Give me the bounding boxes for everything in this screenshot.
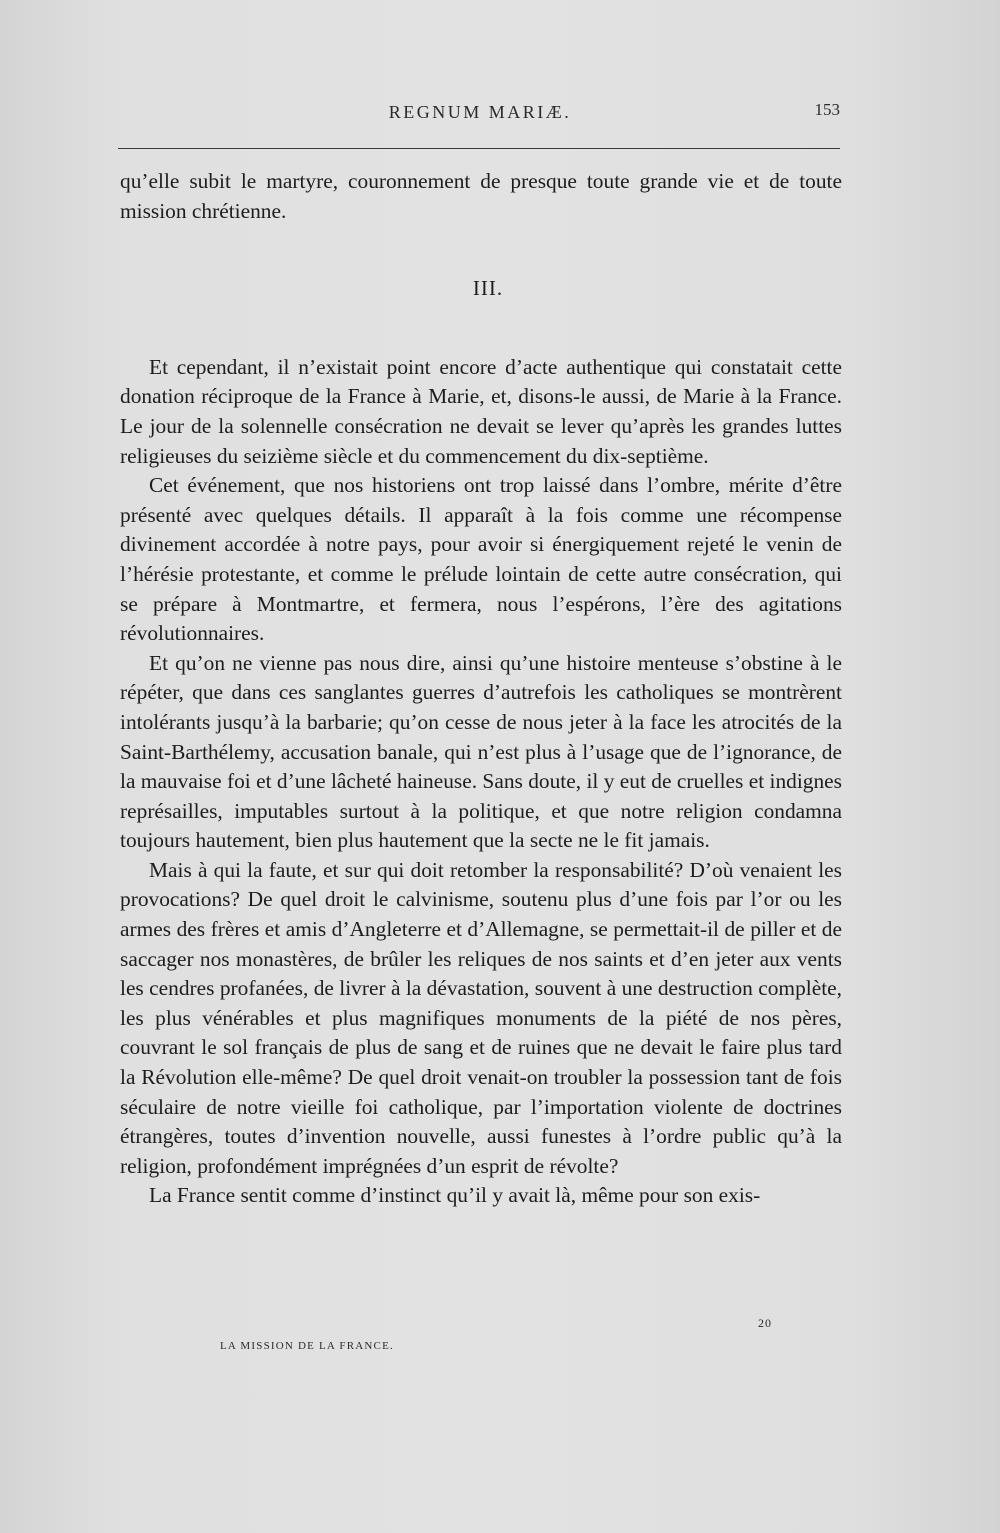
paragraph-4: Mais à qui la faute, et sur qui doit retomber la responsabilité? D’où venaient les provocations? De quel droit le calvinisme, soutenu plus d’une fois par l’or ou les armes des frères et amis d’Angleterre et d’Allemagne, se permettait-il de piller et de saccager nos monastères, de brûler les reliques de nos saints et d’en jeter aux vents les cendres profanées, de livrer à la dévastation, souvent à une destruction complète, les plus vénérables et plus magnifiques monuments de la piété de nos pères, couvrant le sol français de plus de sang et de ruines que ne devait le faire plus tard la Révolution elle-même? De quel droit venait-on troubler la possession tant de fois séculaire de notre vieille foi catholique, par l’importation violente de doctrines étrangères, toutes d’invention nouvelle, aussi funestes à l’ordre public qu’à la religion, profondément imprégnées d’un esprit de révolte? [120,857,842,1178]
paragraph-5: La France sentit comme d’instinct qu’il y avait là, même pour son exis- [149,1183,761,1208]
carryover-paragraph: qu’elle subit le martyre, couronnement de presque toute grande vie et de toute mission chrétienne. [120,169,842,223]
body-text [120,167,842,1211]
paragraph-1: Et cependant, il n’existait point encore d’acte authentique qui constatait cette donation réciproque de la France à Marie, et, disons-le aussi, de Marie à la France. Le jour de la solennelle consécration ne devait se lever qu’après les grandes luttes religieuses du seizième siècle et du commencement du dix-septième. [120,354,842,468]
header-rule [118,148,840,149]
signature-number: 20 [758,1316,772,1330]
page-number: 153 [814,100,840,119]
signature-title: LA MISSION DE LA FRANCE. [220,1340,394,1352]
paragraph-2: Cet événement, que nos historiens ont trop laissé dans l’ombre, mérite d’être présenté avec quelques détails. Il apparaît à la fois comme une récompense divinement accordée à notre pays, pour avoir si énergiquement rejeté le venin de l’hérésie protestante, et comme le prélude lointain de cette autre consécration, qui se prépare à Montmartre, et fermera, nous l’espérons, l’ère des agitations révolutionnaires. [120,473,842,646]
section-heading: III. [472,276,504,301]
running-head [120,100,840,130]
running-title: REGNUM MARIÆ. [388,102,572,122]
paragraph-3: Et qu’on ne vienne pas nous dire, ainsi qu’une histoire menteuse s’obstine à le répéter, que dans ces sanglantes guerres d’autrefois les catholiques se montrèrent intolérants jusqu’à la barbarie; qu’on cesse de nous jeter à la face les atrocités de la Saint-Barthélemy, accusation banale, qui n’est plus à l’usage que de l’ignorance, de la mauvaise foi et d’une lâcheté haineuse. Sans doute, il y eut de cruelles et indignes représailles, imputables surtout à la politique, et que notre religion condamna toujours hautement, bien plus hautement que la secte ne le fit jamais. [120,650,842,853]
